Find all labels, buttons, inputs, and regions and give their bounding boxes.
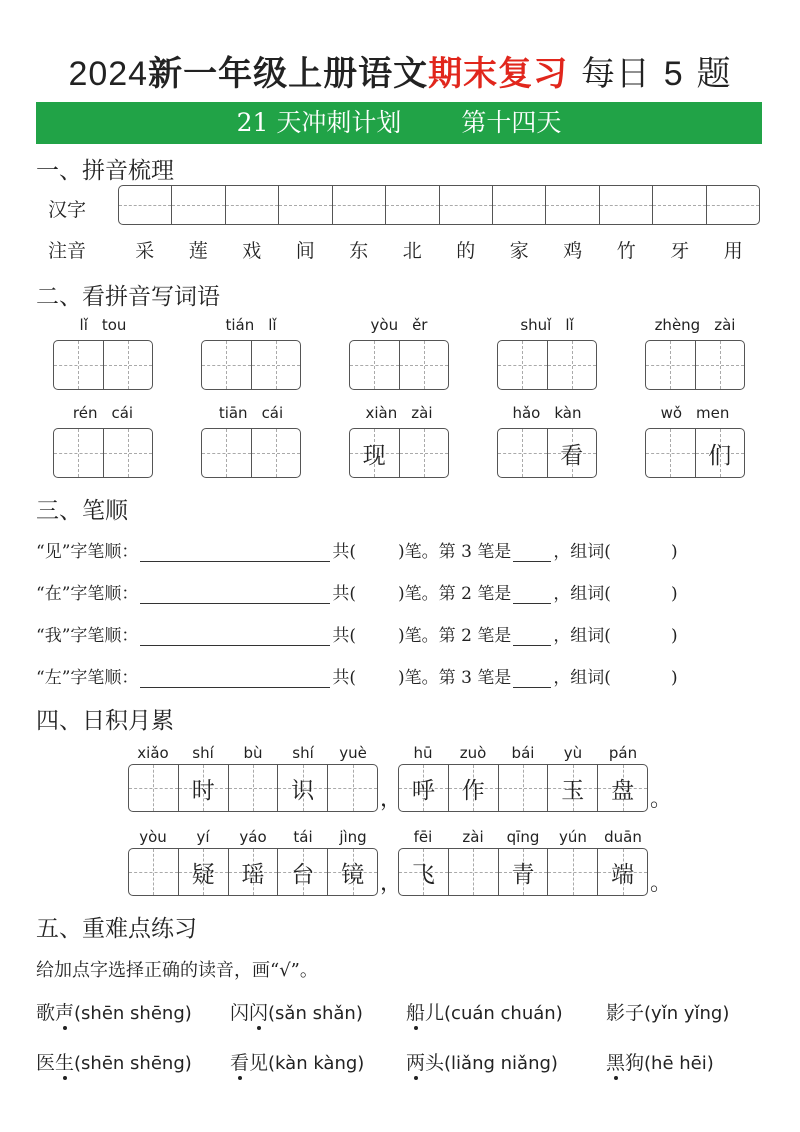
word-pinyin: tiān cái — [218, 404, 284, 422]
section4-heading: 四、日积月累 — [36, 708, 174, 734]
title-count: 5 — [663, 55, 684, 93]
stroke-blank[interactable] — [140, 670, 330, 688]
reading-choice[interactable]: 闪闪(sǎn shǎn) — [230, 998, 406, 1025]
zhuyin-char: 北 — [402, 240, 422, 262]
reading-choice-line — [36, 1048, 766, 1075]
title-part4: 题 — [696, 54, 732, 94]
zhuyin-char: 莲 — [188, 240, 208, 262]
zhuyin-char: 竹 — [616, 240, 636, 262]
word-pinyin: shuǐ lǐ — [520, 316, 574, 334]
nth-stroke-blank[interactable] — [513, 544, 551, 562]
plan-banner — [36, 102, 762, 144]
zhuyin-char: 采 — [135, 240, 155, 262]
word-pinyin: rén cái — [72, 404, 134, 422]
word-pinyin: hǎo kàn — [512, 404, 582, 422]
reading-choice[interactable]: 看见(kàn kàng) — [230, 1048, 406, 1075]
section1-heading: 一、拼音梳理 — [36, 158, 174, 184]
period: 。 — [650, 871, 673, 896]
word-box[interactable]: 看 — [497, 428, 597, 478]
stroke-order-line: “左”字笔顺： 共( )笔。第 3 笔是 ，组词( ) — [36, 668, 678, 688]
zhuyin-chars — [118, 236, 760, 263]
stroke-order-line: “我”字笔顺： 共( )笔。第 2 笔是 ，组词( ) — [36, 626, 678, 646]
hanzi-cell[interactable] — [600, 186, 653, 224]
hanzi-cell[interactable] — [707, 186, 759, 224]
comma: ， — [380, 787, 403, 812]
hanzi-cell[interactable] — [333, 186, 386, 224]
stroke-blank[interactable] — [140, 586, 330, 604]
nth-stroke-blank[interactable] — [513, 586, 551, 604]
title-year: 2024 — [68, 55, 149, 93]
word-box[interactable]: 现 — [349, 428, 449, 478]
idiom-pinyin: xiǎo shí bù shí yuè — [137, 744, 367, 762]
section3-heading: 三、笔顺 — [36, 498, 128, 524]
word-box[interactable] — [349, 340, 449, 390]
label-hanzi: 汉字 — [48, 199, 87, 221]
zhuyin-char: 间 — [295, 240, 315, 262]
title-part2: 期末复习 — [428, 54, 569, 94]
word-pinyin: tián lǐ — [225, 316, 277, 334]
section5-heading: 五、重难点练习 — [36, 916, 197, 942]
word-box[interactable] — [497, 340, 597, 390]
nth-stroke-blank[interactable] — [513, 628, 551, 646]
banner-day: 第十四天 — [461, 108, 562, 137]
word-box[interactable] — [645, 340, 745, 390]
zhuyin-char: 牙 — [670, 240, 690, 262]
zhuyin-char: 戏 — [242, 240, 262, 262]
idiom-box[interactable]: 飞 青 端 — [398, 848, 648, 896]
section2-heading: 二、看拼音写词语 — [36, 284, 220, 310]
hanzi-cell[interactable] — [386, 186, 439, 224]
word-box[interactable]: 们 — [645, 428, 745, 478]
reading-choice[interactable]: 两头(liǎng niǎng) — [406, 1048, 606, 1075]
idiom-box[interactable]: 疑 瑶 台 镜 — [128, 848, 378, 896]
hanzi-grid — [118, 185, 760, 225]
zhuyin-char: 的 — [456, 240, 476, 262]
hanzi-cell[interactable] — [440, 186, 493, 224]
word-box[interactable] — [53, 340, 153, 390]
word-pinyin: zhèng zài — [654, 316, 736, 334]
idiom-box[interactable]: 呼 作 玉 盘 — [398, 764, 648, 812]
idiom-pinyin: hū zuò bái yù pán — [413, 744, 638, 762]
stroke-blank[interactable] — [140, 628, 330, 646]
word-box[interactable] — [53, 428, 153, 478]
idiom-pinyin: fēi zài qīng yún duān — [413, 828, 642, 846]
word-box[interactable] — [201, 428, 301, 478]
stroke-blank[interactable] — [140, 544, 330, 562]
title-part1: 新一年级上册语文 — [148, 54, 429, 94]
zhuyin-char: 用 — [723, 240, 743, 262]
stroke-order-line: “见”字笔顺： 共( )笔。第 3 笔是 ，组词( ) — [36, 542, 678, 562]
page-title — [0, 46, 800, 95]
stroke-order-line: “在”字笔顺： 共( )笔。第 2 笔是 ，组词( ) — [36, 584, 678, 604]
banner-plan: 21 天冲刺计划 — [236, 108, 402, 137]
reading-choice[interactable]: 医生(shēn shēng) — [36, 1048, 230, 1075]
instruction: 给加点字选择正确的读音，画“√”。 — [36, 960, 318, 981]
idiom-box[interactable]: 时 识 — [128, 764, 378, 812]
hanzi-cell[interactable] — [172, 186, 225, 224]
zhuyin-char: 鸡 — [563, 240, 583, 262]
reading-choice[interactable]: 船儿(cuán chuán) — [406, 998, 606, 1025]
reading-choice[interactable]: 影子(yǐn yǐng) — [606, 1002, 730, 1024]
hanzi-cell[interactable] — [493, 186, 546, 224]
nth-stroke-blank[interactable] — [513, 670, 551, 688]
hanzi-cell[interactable] — [279, 186, 332, 224]
hanzi-cell[interactable] — [653, 186, 706, 224]
word-pinyin: yòu ěr — [370, 316, 428, 334]
word-box[interactable] — [201, 340, 301, 390]
zhuyin-char: 东 — [349, 240, 369, 262]
reading-choice[interactable]: 歌声(shēn shēng) — [36, 998, 230, 1025]
word-pinyin: lǐ tou — [79, 316, 127, 334]
title-part3: 每日 — [580, 54, 651, 94]
zhuyin-char: 家 — [509, 240, 529, 262]
comma: ， — [380, 871, 403, 896]
word-pinyin: wǒ men — [660, 404, 730, 422]
reading-choice[interactable]: 黑狗(hē hēi) — [606, 1048, 766, 1075]
period: 。 — [650, 787, 673, 812]
hanzi-cell[interactable] — [546, 186, 599, 224]
word-pinyin: xiàn zài — [365, 404, 433, 422]
hanzi-cell[interactable] — [226, 186, 279, 224]
reading-choice-line — [36, 998, 766, 1025]
label-zhuyin: 注音 — [48, 240, 87, 262]
hanzi-cell[interactable] — [119, 186, 172, 224]
idiom-pinyin: yòu yí yáo tái jìng — [139, 828, 367, 846]
